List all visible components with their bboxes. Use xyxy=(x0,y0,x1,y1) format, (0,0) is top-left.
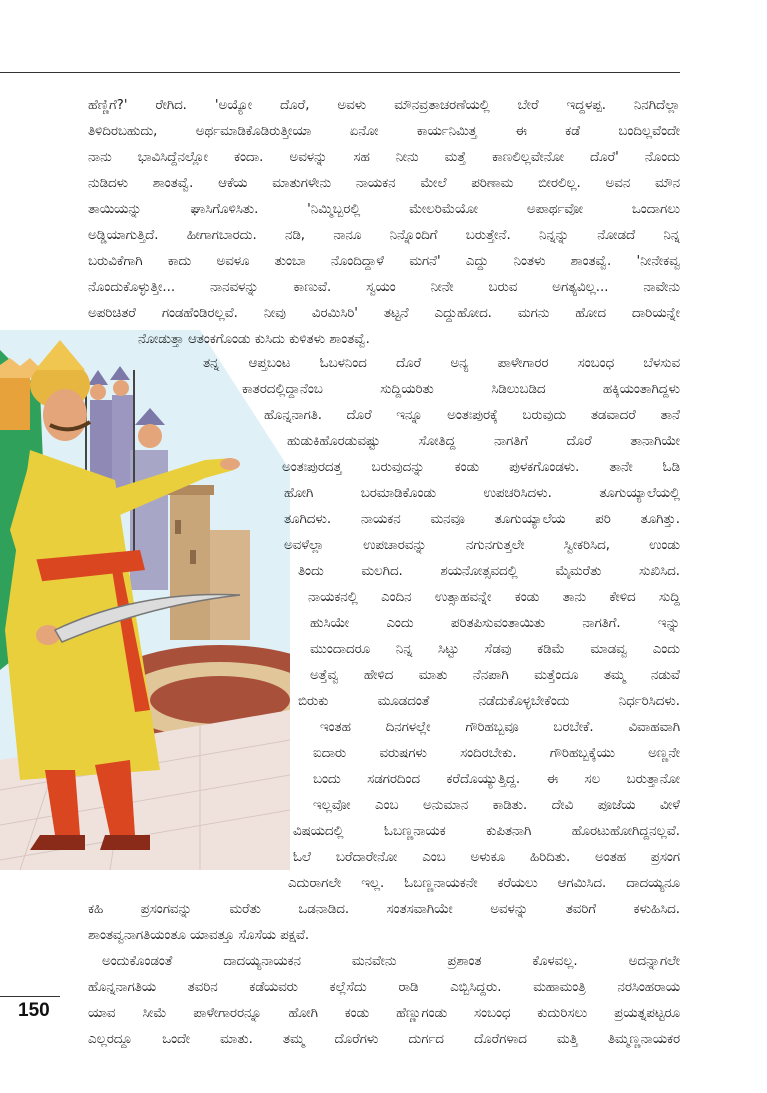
text-line: ಬಂದು ಸಡಗರದಿಂದ ಕರೆದೊಯ್ಯುತ್ತಿದ್ದ. ಈ ಸಲ ಬರುತ್ತಾನೋ xyxy=(313,772,680,787)
text-line: ನುಡಿದಳು ಶಾಂತವ್ವೆ. ಆಕೆಯ ಮಾತುಗಳೇನು ನಾಯಕನ ಮೇಲೆ ಪರಿಣಾಮ ಬೀರಲಿಲ್ಲ. ಅವನ ಮೌನ xyxy=(88,176,680,191)
text-line: ಹುಡುಕಿಹೊರಡುವಷ್ಟು ಸೋತಿದ್ದ ನಾಗತಿಗೆ ದೊರೆ ತಾನಾಗಿಯೇ xyxy=(287,434,680,449)
text-line: ತಿಳಿದಿರಬಹುದು, ಅರ್ಥಮಾಡಿಕೊಡಿರುತ್ತೀಯಾ ಏನೋ ಕಾರ್ಯನಿಮಿತ್ತ ಈ ಕಡೆ ಬಂದಿಲ್ಲವೆಂದೇ xyxy=(88,124,680,139)
text-line: ನಾನು ಭಾವಿಸಿದ್ದೆನಲ್ಲೋ ಕಂದಾ. ಅವಳನ್ನು ಸಹ ನೀನು ಮತ್ತೆ ಕಾಣಲಿಲ್ಲವೇನೋ ದೊರೆ' ನೊಂದು xyxy=(88,150,680,165)
text-line: ಅಂತಃಪುರದತ್ತ ಬರುವುದನ್ನು ಕಂಡು ಪುಳಕಗೊಂಡಳು. ತಾನೇ ಓಡಿ xyxy=(282,460,680,475)
text-line: ಎದುರಾಗಲೇ ಇಲ್ಲ. ಓಬಣ್ಣನಾಯಕನೇ ಕರೆಯಲು ಆಗಮಿಸಿದ. ದಾದಯ್ಯನೂ xyxy=(288,876,680,891)
text-line: ಓಲೆ ಬರೆದಾರೇನೋ ಎಂಬ ಅಳುಕೂ ಹಿರಿದಿತು. ಅಂತಹ ಪ್ರಸಂಗ xyxy=(293,850,680,865)
text-line: ಐದಾರು ವರುಷಗಳು ಸಂದಿರಬೇಕು. ಗೌರಿಹಬ್ಬಕ್ಕೆಯು ಅಣ್ಣನೇ xyxy=(313,746,680,761)
text-line: ಕಾತರದಲ್ಲಿದ್ದಾನೆಂಬ ಸುದ್ದಿಯರಿತು ಸಿಡಿಲುಬಡಿದ ಹಕ್ಕಿಯಂತಾಗಿದ್ದಳು xyxy=(242,382,680,397)
text-line: ಮುಂದಾದರೂ ನಿನ್ನ ಸಿಟ್ಟು ಸೆಡವು ಕಡಿಮೆ ಮಾಡವ್ವ ಎಂದು xyxy=(310,642,680,657)
text-line: ಹೋಗಿ ಬರಮಾಡಿಕೊಂಡು ಉಪಚರಿಸಿದಳು. ತೂಗುಯ್ಯಾಲೆಯಲ್ಲಿ xyxy=(284,486,680,501)
page-number: 150 xyxy=(18,1000,50,1021)
text-line: ನೊಂದುಕೊಳ್ಳುತ್ತೀ... ನಾನವಳನ್ನು ಕಾಣುವೆ. ಸ್ವಯಂ ನೀನೇ ಬರುವ ಅಗತ್ಯವಿಲ್ಲ... ನಾವೇನು xyxy=(88,280,680,295)
text-line: ಎಲ್ಲರದ್ದೂ ಒಂದೇ ಮಾತು. ತಮ್ಮ ದೊರೆಗಳು ದುರ್ಗದ ದೊರೆಗಳಾದ ಮತ್ತಿ ತಿಮ್ಮಣ್ಣನಾಯಕರ xyxy=(88,1032,680,1047)
text-line: ನೋಡುತ್ತಾ ಆತಂಕಗೊಂಡು ಕುಸಿದು ಕುಳಿತಳು ಶಾಂತವ್ವೆ. xyxy=(138,332,370,347)
text-line: ಹುಸಿಯೇ ಎಂದು ಪರಿತಪಿಸುವಂತಾಯಿತು ನಾಗತಿಗೆ. ಇನ್ನು xyxy=(310,616,680,631)
text-line: ಶಾಂತವ್ವನಾಗತಿಯಂತೂ ಯಾವತ್ತೂ ಸೊಸೆಯ ಪಕ್ಷವೆ. xyxy=(88,928,310,943)
text-line: ಬಿರುಕು ಮೂಡದಂತೆ ನಡೆದುಕೊಳ್ಳಬೇಕೆಂದು ನಿರ್ಧರಿಸಿದಳು. xyxy=(298,694,680,709)
text-line: ತನ್ನ ಆಪ್ತಬಂಟ ಓಬಳನಿಂದ ದೊರೆ ಅನ್ಯ ಪಾಳೇಗಾರರ ಸಂಬಂಧ ಬೆಳಸುವ xyxy=(203,356,680,371)
text-line: ಅತ್ತೆವ್ವ ಹೇಳಿದ ಮಾತು ನೆನಪಾಗಿ ಮತ್ತೆಂದೂ ತಮ್ಮ ನಡುವೆ xyxy=(310,668,680,683)
text-line: ಅಡ್ಡಿಯಾಗುತ್ತಿದೆ. ಹೀಗಾಗಬಾರದು. ನಡಿ, ನಾನೂ ನಿನ್ನೊಂದಿಗೆ ಬರುತ್ತೇನೆ. ನಿನ್ನನ್ನು ನೋಡದೆ ನಿನ್ನ xyxy=(88,228,680,243)
text-line: ಕಹಿ ಪ್ರಸಂಗವನ್ನು ಮರೆತು ಒಡನಾಡಿದ. ಸಂತಸವಾಗಿಯೇ ಅವಳನ್ನು ತವರಿಗೆ ಕಳುಹಿಸಿದ. xyxy=(88,902,680,917)
text-line: ನಾಯಕನಲ್ಲಿ ಎಂದಿನ ಉತ್ಸಾಹವನ್ನೇ ಕಂಡು ತಾನು ಕೇಳಿದ ಸುದ್ದಿ xyxy=(308,590,680,605)
text-line: ವಿಷಯದಲ್ಲಿ ಓಬಣ್ಣನಾಯಕ ಕುಪಿತನಾಗಿ ಹೊರಟುಹೋಗಿದ್ದನಲ್ಲವೆ. xyxy=(293,824,680,839)
text-line: ತಾಯಿಯನ್ನು ಘಾಸಿಗೊಳಿಸಿತು. 'ನಿಮ್ಮಿಬ್ಬರಲ್ಲಿ ಮೇಲರಿಮೆಯೋ ಅಪಾರ್ಥವೋ ಒಂದಾಗಲು xyxy=(88,202,680,217)
text-line: ಯಾವ ಸೀಮೆ ಪಾಳೇಗಾರರನ್ನೂ ಹೋಗಿ ಕಂಡು ಹೆಣ್ಣುಗಂಡು ಸಂಬಂಧ ಕುದುರಿಸಲು ಪ್ರಯತ್ನಪಟ್ಟರೂ xyxy=(88,1006,680,1021)
top-rule xyxy=(0,72,680,73)
text-line: ಇಂತಹ ದಿನಗಳಲ್ಲೇ ಗೌರಿಹಬ್ಬವೂ ಬರಬೇಕೆ. ವಿವಾಹವಾಗಿ xyxy=(320,720,680,735)
text-line: ಅವಳೆಲ್ಲಾ ಉಪಚಾರವನ್ನು ನಗುನಗುತ್ತಲೇ ಸ್ವೀಕರಿಸಿದ, ಉಂಡು xyxy=(284,538,680,553)
text-line: ಬರುವಿಕೆಗಾಗಿ ಕಾದು ಅವಳೂ ತುಂಬಾ ನೊಂದಿದ್ದಾಳೆ ಮಗನೆ' ಎದ್ದು ನಿಂತಳು ಶಾಂತವ್ವೆ. 'ನೀನೇಕವ್ವ xyxy=(88,254,680,269)
text-line: ಹೊನ್ನನಾಗತಿಯ ತವರಿನ ಕಡೆಯವರು ಕಲ್ಲೆಸೆದು ರಾಡಿ ಎಬ್ಬಿಸಿದ್ದರು. ಮಹಾಮಂತ್ರಿ ನರಸಿಂಹರಾಯ xyxy=(88,980,680,995)
text-line: ಹೆಣ್ಣಿಗೆ?' ರೇಗಿದ. 'ಅಯ್ಯೋ ದೊರೆ, ಅವಳು ಮೌನವ್ರತಾಚರಣೆಯಲ್ಲಿ ಬೇರೆ ಇದ್ದಳಪ್ಪ. ನಿನಗಿದೆಲ್ಲಾ xyxy=(88,98,680,113)
king-illustration xyxy=(0,330,290,870)
text-line: ತಿಂದು ಮಲಗಿದ. ಶಯನೋತ್ಸವದಲ್ಲಿ ಮೈಮರೆತು ಸುಖಿಸಿದ. xyxy=(298,564,680,579)
text-line: ಹೊನ್ನನಾಗತಿ. ದೊರೆ ಇನ್ನೂ ಅಂತಃಪುರಕ್ಕೆ ಬರುವುದು ತಡವಾದರೆ ತಾನೆ xyxy=(264,408,680,423)
text-line: ಅಪರಿಚಿತರೆ ಗಂಡಹೆಂಡಿರಲ್ಲವೆ. ನೀವು ವಿರಮಿಸಿರಿ' ತಟ್ಟನೆ ಎದ್ದುಹೋದ. ಮಗನು ಹೋದ ದಾರಿಯನ್ನೇ xyxy=(88,306,680,321)
bottom-rule xyxy=(0,996,60,997)
text-line: ಇಲ್ಲವೋ ಎಂಬ ಅನುಮಾನ ಕಾಡಿತು. ದೇವಿ ಪೂಜೆಯ ವೀಳೆ xyxy=(313,798,680,813)
text-line: ಅಂದುಕೊಂಡಂತೆ ದಾದಯ್ಯನಾಯಕನ ಮನವೇನು ಪ್ರಶಾಂತ ಕೊಳವಲ್ಲ. ಅದನ್ನಾಗಲೇ xyxy=(102,954,680,969)
text-line: ತೂಗಿದಳು. ನಾಯಕನ ಮನವೂ ತೂಗುಯ್ಯಾಲೆಯ ಪರಿ ತೂಗಿತ್ತು. xyxy=(284,512,680,527)
